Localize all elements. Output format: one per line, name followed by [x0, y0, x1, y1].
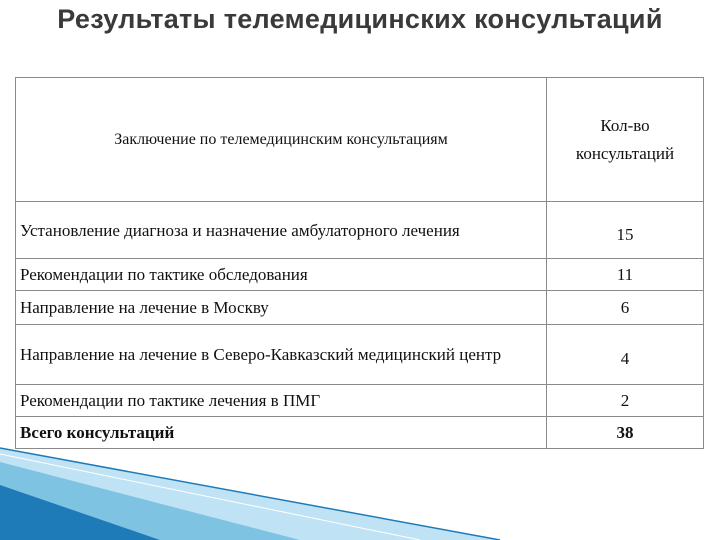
results-table [15, 77, 704, 449]
table-row [16, 202, 704, 259]
corner-decoration [0, 440, 720, 540]
row-value: 4 [547, 325, 704, 385]
table-row [16, 325, 704, 385]
row-value: 2 [547, 385, 704, 417]
row-value: 11 [547, 259, 704, 291]
page-title: Результаты телемедицинских консультаций [57, 4, 663, 34]
table-row [16, 385, 704, 417]
row-label: Установление диагноза и назначение амбулаторного лечения [16, 202, 547, 259]
header-count-line2: консультаций [575, 143, 675, 163]
total-value: 38 [547, 417, 704, 449]
header-count [547, 78, 704, 202]
row-label: Рекомендации по тактике обследования [16, 259, 547, 291]
row-label: Рекомендации по тактике лечения в ПМГ [16, 385, 547, 417]
table-header-row [16, 78, 704, 202]
row-label: Направление на лечение в Москву [16, 291, 547, 325]
header-conclusion: Заключение по телемедицинским консультациям [16, 78, 547, 202]
table-row [16, 259, 704, 291]
row-label: Направление на лечение в Северо-Кавказский медицинский центр [16, 325, 547, 385]
row-value: 6 [547, 291, 704, 325]
total-label: Всего консультаций [16, 417, 547, 449]
row-value: 15 [547, 202, 704, 259]
table-row [16, 291, 704, 325]
table-row-total [16, 417, 704, 449]
header-count-line1: Кол-во [600, 115, 650, 135]
